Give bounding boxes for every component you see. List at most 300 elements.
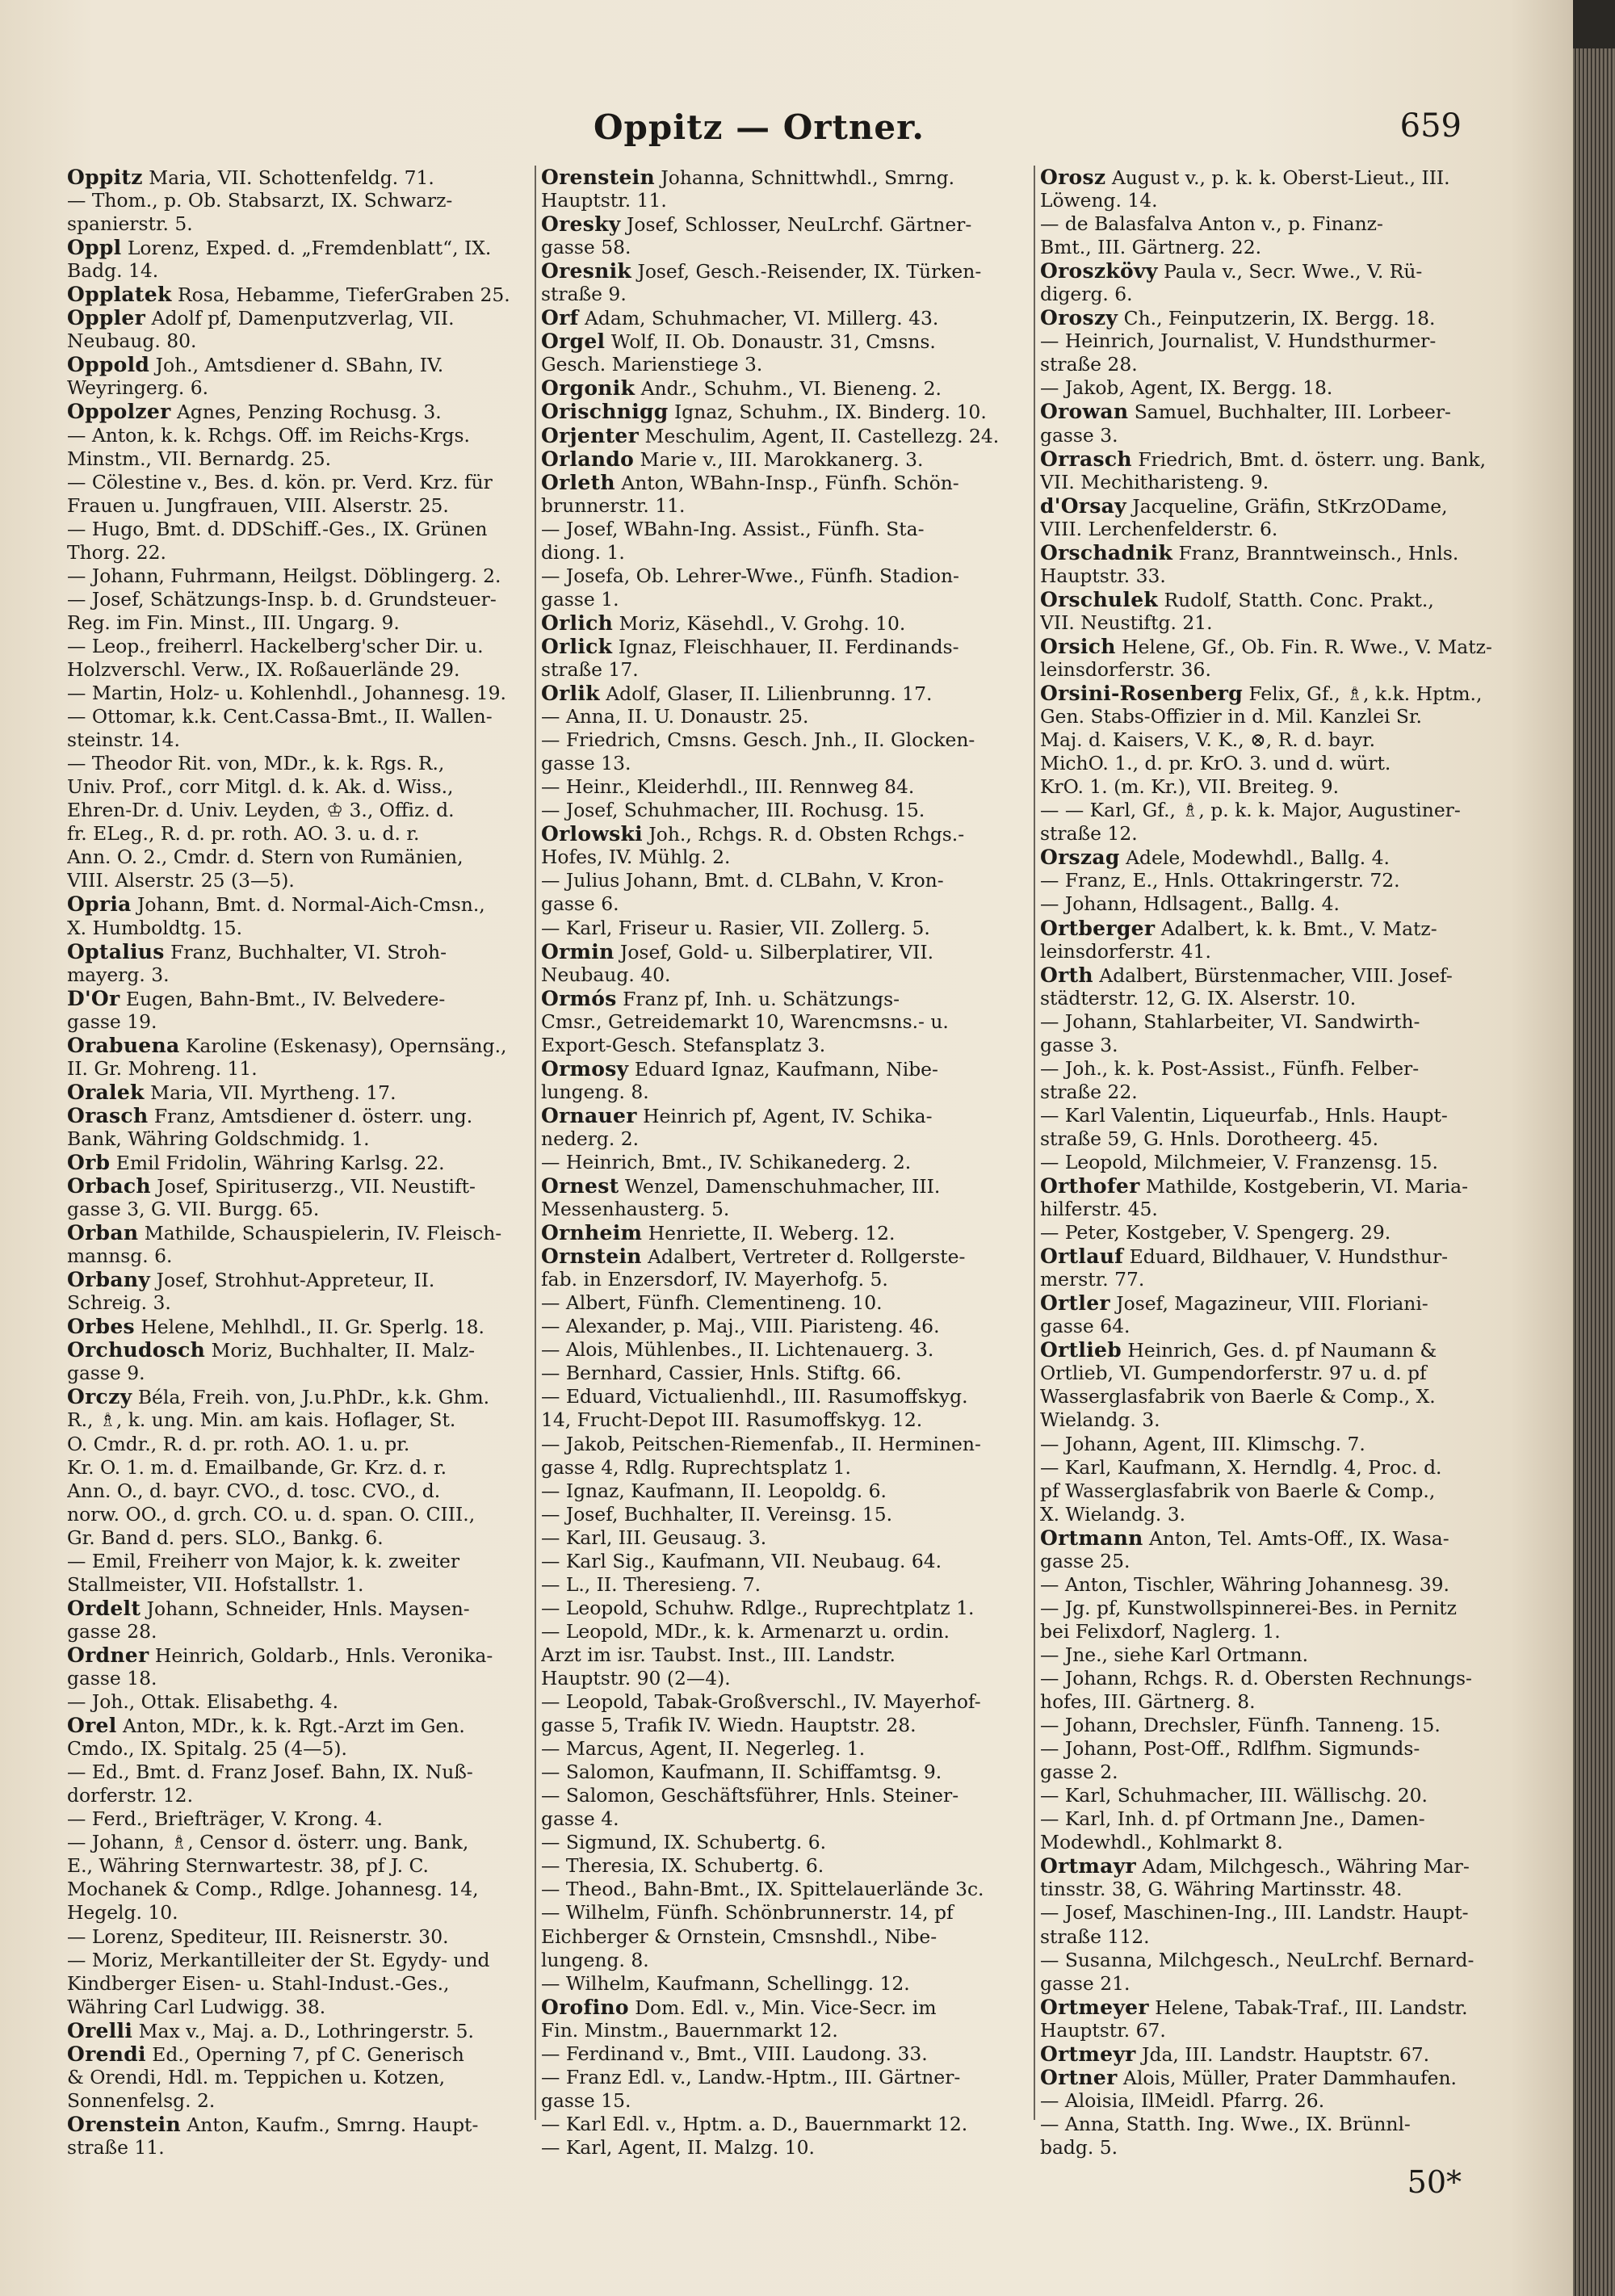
directory-line <box>541 494 1001 518</box>
entry-text: Gen. Stabs-Offizier in d. Mil. Kanzlei Sr. <box>1040 705 1422 728</box>
directory-line <box>1040 2136 1500 2160</box>
directory-line <box>1040 1949 1500 1972</box>
entry-text: — Albert, Fünfh. Clementineng. 10. <box>541 1291 883 1315</box>
entry-text: Holzverschl. Verw., IX. Roßauerlände 29. <box>67 657 460 681</box>
entry-text: gasse 1. <box>541 587 619 611</box>
entry-text: — Ottomar, k.k. Cent.Cassa-Bmt., II. Wallen- <box>67 705 493 728</box>
entry-text: — L., II. Theresieng. 7. <box>541 1572 761 1596</box>
directory-line <box>1040 236 1500 259</box>
entry-text: leinsdorferstr. 36. <box>1040 657 1211 681</box>
entry-text: — Friedrich, Cmsns. Gesch. Jnh., II. Glocken- <box>541 728 975 752</box>
entry-text: Ignaz, Fleischhauer, II. Ferdinands- <box>612 635 959 658</box>
entry-text: — Johann, Hdlsagent., Ballg. 4. <box>1040 892 1340 916</box>
entry-text: Mathilde, Schauspielerin, IV. Fleisch- <box>138 1222 502 1245</box>
entry-surname: Orth <box>1040 963 1093 987</box>
entry-text: gasse 58. <box>541 236 631 259</box>
entry-surname: Ormós <box>541 986 617 1010</box>
page-header <box>57 101 1462 157</box>
entry-surname: Orenstein <box>541 166 655 189</box>
directory-line <box>67 353 527 376</box>
directory-line <box>1040 1526 1500 1550</box>
entry-surname: Orleth <box>541 470 615 494</box>
book-page-edges <box>1573 48 1615 2296</box>
directory-line <box>67 1480 527 1503</box>
directory-line <box>67 1901 527 1925</box>
entry-text: Anton, Tel. Amts-Off., IX. Wasa- <box>1143 1526 1449 1550</box>
directory-line <box>1040 447 1500 471</box>
directory-line <box>541 963 1001 987</box>
directory-line <box>67 306 527 329</box>
entry-text: Johanna, Schnittwhdl., Smrng. <box>654 166 955 189</box>
entry-text: Joh., Amtsdiener d. SBahn, IV. <box>149 354 444 377</box>
directory-line <box>67 189 527 212</box>
directory-line <box>1040 892 1500 916</box>
directory-line <box>67 1972 527 1996</box>
entry-text: Löweng. 14. <box>1040 189 1158 212</box>
entry-text: Josef, Strohhut-Appreteur, II. <box>150 1269 435 1292</box>
directory-line <box>541 1854 1001 1878</box>
directory-line <box>67 2066 527 2089</box>
directory-line <box>541 1385 1001 1408</box>
entry-text: — Alexander, p. Maj., VIII. Piaristeng. 46. <box>541 1315 940 1338</box>
directory-line <box>67 2113 527 2136</box>
entry-text: Mochanek & Comp., Rdlge. Johannesg. 14, <box>67 1878 479 1901</box>
directory-line <box>1040 1057 1500 1081</box>
entry-text: — Emil, Freiherr von Major, k. k. zweiter <box>67 1549 460 1572</box>
directory-line <box>67 658 527 682</box>
entry-text: Samuel, Buchhalter, III. Lorbeer- <box>1128 401 1451 424</box>
entry-text: — Johann, Stahlarbeiter, VI. Sandwirth- <box>1040 1009 1420 1033</box>
directory-line <box>1040 1972 1500 1996</box>
entry-text: gasse 19. <box>67 1009 157 1033</box>
directory-line <box>67 1408 527 1432</box>
directory-column-2 <box>541 166 1001 2160</box>
entry-text: Maria, VII. Myrtheng. 17. <box>144 1081 396 1104</box>
directory-line <box>67 1081 527 1104</box>
entry-surname: Ortberger <box>1040 916 1156 940</box>
directory-line <box>541 1456 1001 1480</box>
entry-text: O. Cmdr., R. d. pr. roth. AO. 1. u. pr. <box>67 1432 410 1455</box>
directory-line <box>1040 1925 1500 1949</box>
entry-surname: Orrasch <box>1040 447 1132 471</box>
directory-line <box>1040 471 1500 494</box>
directory-line <box>541 1761 1001 1784</box>
entry-surname: Orlik <box>541 682 600 706</box>
entry-text: — Susanna, Milchgesch., NeuLrchf. Bernard- <box>1040 1948 1474 1971</box>
directory-line <box>1040 1690 1500 1714</box>
directory-line <box>1040 1503 1500 1526</box>
directory-line <box>1040 353 1500 376</box>
directory-line <box>541 1338 1001 1362</box>
entry-text: Eichberger & Ornstein, Cmsnshdl., Nibe- <box>541 1925 938 1948</box>
entry-text: Arzt im isr. Taubst. Inst., III. Landstr. <box>541 1643 896 1666</box>
directory-line <box>1040 1268 1500 1291</box>
entry-text: straße 59, G. Hnls. Dorotheerg. 45. <box>1040 1127 1379 1150</box>
directory-line <box>67 1949 527 1972</box>
directory-line <box>541 1573 1001 1597</box>
entry-text: II. Gr. Mohreng. 11. <box>67 1056 258 1080</box>
entry-text: Hauptstr. 67. <box>1040 2018 1166 2042</box>
entry-text: Josef, Magazineur, VIII. Floriani- <box>1110 1292 1428 1316</box>
entry-text: — Martin, Holz- u. Kohlenhdl., Johannesg. 19. <box>67 682 506 705</box>
entry-text: & Orendi, Hdl. m. Teppichen u. Kotzen, <box>67 2065 446 2088</box>
directory-line <box>541 1198 1001 1221</box>
directory-line <box>541 518 1001 541</box>
entry-text: — Theodor Rit. von, MDr., k. k. Rgs. R., <box>67 752 445 775</box>
entry-surname: Ornheim <box>541 1221 643 1245</box>
directory-line <box>541 259 1001 283</box>
entry-text: — Heinrich, Journalist, V. Hundsthurmer- <box>1040 329 1437 353</box>
directory-line <box>67 447 527 471</box>
entry-text: Wolf, II. Ob. Donaustr. 31, Cmsns. <box>605 330 936 354</box>
directory-line <box>541 1433 1001 1456</box>
entry-text: gasse 5, Trafik IV. Wiedn. Hauptstr. 28. <box>541 1714 917 1737</box>
directory-line <box>541 1784 1001 1807</box>
directory-line <box>67 1526 527 1550</box>
entry-text: Minstm., VII. Bernardg. 25. <box>67 447 332 470</box>
directory-line <box>67 565 527 588</box>
directory-line <box>541 799 1001 822</box>
entry-text: Franz, Amtsdiener d. österr. ung. <box>148 1104 473 1127</box>
entry-surname: Ortler <box>1040 1291 1110 1316</box>
entry-surname: Orendi <box>67 2042 146 2066</box>
entry-text: — Karl, Agent, II. Malzg. 10. <box>541 2135 815 2159</box>
entry-text: — Jakob, Peitschen-Riemenfab., II. Herminen- <box>541 1432 981 1455</box>
entry-surname: Ornest <box>541 1174 619 1198</box>
directory-line <box>1040 2113 1500 2136</box>
directory-line <box>67 822 527 846</box>
directory-line <box>67 588 527 611</box>
entry-surname: Ortmeyr <box>1040 2042 1136 2066</box>
directory-line <box>1040 1550 1500 1573</box>
directory-line <box>67 963 527 987</box>
directory-line <box>1040 329 1500 353</box>
entry-text: Anton, MDr., k. k. Rgt.-Arzt im Gen. <box>116 1715 465 1738</box>
entry-text: Neubaug. 80. <box>67 329 197 353</box>
entry-text: bei Felixdorf, Naglerg. 1. <box>1040 1619 1281 1643</box>
entry-text: Emil Fridolin, Währing Karlsg. 22. <box>110 1151 445 1174</box>
entry-text: pf Wasserglasfabrik von Baerle & Comp., <box>1040 1479 1436 1502</box>
entry-text: — Johann, Rchgs. R. d. Obersten Rechnungs- <box>1040 1667 1472 1689</box>
directory-line <box>1040 1315 1500 1338</box>
entry-text: MichO. 1., d. pr. KrO. 3. und d. würt. <box>1040 752 1391 775</box>
entry-surname: Orlando <box>541 447 635 471</box>
entry-text: Cmsr., Getreidemarkt 10, Warencmsns.- u. <box>541 1009 949 1033</box>
entry-text: Währing Carl Ludwigg. 38. <box>67 1995 326 2018</box>
entry-text: Weyringerg. 6. <box>67 376 209 400</box>
directory-line <box>541 2113 1001 2136</box>
entry-surname: Ortlauf <box>1040 1245 1124 1269</box>
directory-line <box>1040 1901 1500 1925</box>
entry-surname: Orthofer <box>1040 1174 1140 1198</box>
entry-text: Export-Gesch. Stefansplatz 3. <box>541 1033 826 1056</box>
entry-text: X. Wielandg. 3. <box>1040 1502 1186 1526</box>
entry-text: — Johann, Fuhrmann, Heilgst. Döblingerg. 2. <box>67 564 501 587</box>
entry-text: VIII. Alserstr. 25 (3—5). <box>67 869 295 892</box>
entry-text: — Karl, Kaufmann, X. Herndlg. 4, Proc. d. <box>1040 1455 1442 1479</box>
entry-text: Hauptstr. 33. <box>1040 564 1166 587</box>
entry-text: Henriette, II. Weberg. 12. <box>642 1222 896 1245</box>
entry-text: Gr. Band d. pers. SLO., Bankg. 6. <box>67 1526 384 1549</box>
entry-text: gasse 21. <box>1040 1971 1130 1995</box>
entry-surname: Orasch <box>67 1103 149 1127</box>
directory-line <box>67 2136 527 2160</box>
entry-text: — — Karl, Gf., ♗, p. k. k. Major, Augustiner- <box>1040 799 1461 822</box>
entry-text: Mathilde, Kostgeberin, VI. Maria- <box>1139 1175 1469 1198</box>
entry-surname: Orsini-Rosenberg <box>1040 682 1244 706</box>
directory-line <box>1040 1362 1500 1385</box>
entry-text: Frauen u. Jungfrauen, VIII. Alserstr. 25. <box>67 493 449 517</box>
entry-text: Johann, Schneider, Hnls. Maysen- <box>141 1597 470 1620</box>
entry-surname: Opplatek <box>67 283 172 307</box>
entry-text: Maj. d. Kaisers, V. K., ⊗, R. d. bayr. <box>1040 728 1376 752</box>
directory-line <box>1040 212 1500 236</box>
directory-line <box>1040 1854 1500 1878</box>
directory-line <box>1040 1433 1500 1456</box>
entry-surname: Ormosy <box>541 1056 629 1081</box>
entry-text: gasse 25. <box>1040 1549 1130 1572</box>
directory-line <box>67 1761 527 1784</box>
entry-text: — Franz Edl. v., Landw.-Hptm., III. Gärtner- <box>541 2065 961 2088</box>
directory-line <box>1040 1643 1500 1667</box>
directory-line <box>1040 1831 1500 1854</box>
directory-line <box>1040 283 1500 306</box>
directory-line <box>541 424 1001 447</box>
entry-text: straße 112. <box>1040 1925 1150 1948</box>
directory-line <box>541 987 1001 1010</box>
directory-line <box>541 752 1001 775</box>
entry-surname: Orlowski <box>541 822 643 846</box>
entry-text: fab. in Enzersdorf, IV. Mayerhofg. 5. <box>541 1268 888 1291</box>
entry-surname: Ornauer <box>541 1103 637 1127</box>
directory-line <box>541 2066 1001 2089</box>
entry-text: VIII. Lerchenfelderstr. 6. <box>1040 517 1278 540</box>
entry-surname: Orbany <box>67 1268 151 1292</box>
entry-surname: Oppitz <box>67 166 143 189</box>
entry-surname: Orsich <box>1040 634 1116 658</box>
entry-surname: Oppl <box>67 236 122 260</box>
directory-line <box>541 775 1001 799</box>
directory-line <box>541 1878 1001 1901</box>
directory-line <box>67 1690 527 1714</box>
directory-line <box>67 728 527 752</box>
directory-line <box>1040 588 1500 611</box>
entry-surname: Optalius <box>67 939 165 963</box>
entry-text: — Franz, E., Hnls. Ottakringerstr. 72. <box>1040 869 1400 892</box>
directory-line <box>541 869 1001 892</box>
directory-line <box>67 541 527 565</box>
entry-text: Josef, Schlosser, NeuLrchf. Gärtner- <box>620 213 972 237</box>
entry-text: gasse 28. <box>67 1619 157 1643</box>
entry-text: Messenhausterg. 5. <box>541 1198 730 1221</box>
directory-line <box>1040 189 1500 212</box>
entry-text: diong. 1. <box>541 540 625 564</box>
entry-text: — Ferd., Briefträger, V. Krong. 4. <box>67 1807 383 1831</box>
entry-surname: Oralek <box>67 1080 145 1104</box>
directory-line <box>67 1456 527 1480</box>
entry-surname: Ormin <box>541 939 615 963</box>
entry-surname: Orel <box>67 1714 117 1738</box>
entry-text: Schreig. 3. <box>67 1291 171 1315</box>
entry-surname: Orlich <box>541 611 614 635</box>
directory-line <box>1040 1010 1500 1034</box>
directory-line <box>541 1362 1001 1385</box>
directory-line <box>541 1245 1001 1268</box>
directory-line <box>541 283 1001 306</box>
directory-line <box>541 917 1001 940</box>
directory-line <box>67 1667 527 1690</box>
directory-line <box>67 376 527 400</box>
directory-line <box>67 1784 527 1807</box>
entry-text: badg. 5. <box>1040 2135 1118 2159</box>
entry-text: — Leopold, Tabak-Großverschl., IV. Mayerhof- <box>541 1690 981 1714</box>
directory-line <box>67 2042 527 2066</box>
directory-line <box>1040 259 1500 283</box>
directory-line <box>541 212 1001 236</box>
entry-text: Dom. Edl. v., Min. Vice-Secr. im <box>628 1996 937 2019</box>
directory-line <box>541 588 1001 611</box>
directory-line <box>1040 940 1500 963</box>
entry-text: — Cölestine v., Bes. d. kön. pr. Verd. Krz. für <box>67 470 493 493</box>
directory-line <box>541 1901 1001 1925</box>
entry-text: — Ignaz, Kaufmann, II. Leopoldg. 6. <box>541 1479 887 1502</box>
directory-line <box>541 2042 1001 2066</box>
entry-text: Gesch. Marienstiege 3. <box>541 353 763 376</box>
directory-line <box>541 846 1001 869</box>
entry-text: Adolf, Glaser, II. Lilienbrunng. 17. <box>599 682 933 706</box>
entry-text: — Josef, Schätzungs-Insp. b. d. Grundsteuer- <box>67 587 497 611</box>
entry-text: — Theresia, IX. Schubertg. 6. <box>541 1854 824 1878</box>
entry-text: — Anna, Statth. Ing. Wwe., IX. Brünnl- <box>1040 2112 1411 2135</box>
entry-text: — Julius Johann, Bmt. d. CLBahn, V. Kron- <box>541 869 944 892</box>
directory-line <box>1040 658 1500 682</box>
entry-surname: Orlick <box>541 634 613 658</box>
directory-line <box>67 1057 527 1081</box>
directory-line <box>67 846 527 869</box>
directory-line <box>541 353 1001 376</box>
entry-text: Bmt., III. Gärtnerg. 22. <box>1040 236 1262 259</box>
entry-text: — de Balasfalva Anton v., p. Finanz- <box>1040 212 1383 236</box>
printer-signature: 50* <box>1407 2164 1462 2200</box>
directory-line <box>541 1221 1001 1245</box>
directory-line <box>67 892 527 916</box>
directory-line <box>67 494 527 518</box>
directory-line <box>541 189 1001 212</box>
entry-text: gasse 4. <box>541 1807 619 1831</box>
entry-surname: Opria <box>67 892 132 917</box>
directory-line <box>67 1198 527 1221</box>
entry-text: — Leopold, MDr., k. k. Armenarzt u. ordin. <box>541 1619 950 1643</box>
directory-line <box>67 917 527 940</box>
entry-text: gasse 2. <box>1040 1761 1118 1784</box>
directory-line <box>67 1338 527 1362</box>
directory-line <box>541 541 1001 565</box>
column-rule <box>535 166 536 2120</box>
entry-text: — Peter, Kostgeber, V. Spengerg. 29. <box>1040 1221 1391 1245</box>
entry-text: Adalbert, Bürstenmacher, VIII. Josef- <box>1093 963 1453 987</box>
entry-text: Paula v., Secr. Wwe., V. Rü- <box>1157 260 1423 283</box>
entry-text: — Leopold, Milchmeier, V. Franzensg. 15. <box>1040 1150 1438 1173</box>
directory-line <box>541 1480 1001 1503</box>
entry-text: — Wilhelm, Kaufmann, Schellingg. 12. <box>541 1971 910 1995</box>
entry-surname: Orszag <box>1040 846 1120 870</box>
directory-line <box>67 2019 527 2042</box>
directory-line <box>67 940 527 963</box>
entry-text: Stallmeister, VII. Hofstallstr. 1. <box>67 1572 364 1596</box>
entry-text: Modewhdl., Kohlmarkt 8. <box>1040 1831 1283 1854</box>
entry-text: Anton, WBahn-Insp., Fünfh. Schön- <box>615 471 959 494</box>
directory-line <box>541 1526 1001 1550</box>
entry-surname: Orischnigg <box>541 400 669 424</box>
entry-text: — Johann, Drechsler, Fünfh. Tanneng. 15. <box>1040 1714 1441 1737</box>
entry-text: norw. OO., d. grch. CO. u. d. span. O. CIII., <box>67 1502 476 1526</box>
entry-text: gasse 6. <box>541 892 619 916</box>
entry-text: lungeng. 8. <box>541 1948 649 1971</box>
entry-text: — Josef, Buchhalter, II. Vereinsg. 15. <box>541 1502 893 1526</box>
entry-text: — Wilhelm, Fünfh. Schönbrunnerstr. 14, pf <box>541 1901 954 1925</box>
column-rule <box>1034 166 1035 2120</box>
directory-line <box>1040 2089 1500 2113</box>
entry-text: Jacqueline, Gräfin, StKrzODame, <box>1126 494 1448 518</box>
entry-text: merstr. 77. <box>1040 1268 1145 1291</box>
directory-line <box>1040 775 1500 799</box>
directory-line <box>541 1127 1001 1151</box>
directory-line <box>541 682 1001 705</box>
directory-line <box>67 1245 527 1268</box>
directory-line <box>541 1291 1001 1315</box>
entry-surname: Oresky <box>541 212 621 237</box>
entry-text: — Bernhard, Cassier, Hnls. Stiftg. 66. <box>541 1362 902 1385</box>
directory-line <box>541 1996 1001 2019</box>
page-number: 659 <box>1399 107 1462 145</box>
directory-line <box>1040 1104 1500 1127</box>
entry-surname: Ortner <box>1040 2065 1118 2089</box>
entry-text: Kr. O. 1. m. d. Emailbande, Gr. Krz. d. r. <box>67 1455 447 1479</box>
entry-text: Sonnenfelsg. 2. <box>67 2088 216 2112</box>
entry-text: Ortlieb, VI. Gumpendorferstr. 97 u. d. pf <box>1040 1362 1427 1385</box>
entry-text: — Leopold, Schuhw. Rdlge., Ruprechtplatz 1. <box>541 1596 975 1619</box>
entry-text: — Marcus, Agent, II. Negerleg. 1. <box>541 1737 866 1761</box>
directory-line <box>67 987 527 1010</box>
directory-line <box>541 822 1001 846</box>
directory-line <box>541 400 1001 423</box>
directory-line <box>67 752 527 775</box>
directory-line <box>541 728 1001 752</box>
entry-text: Wielandg. 3. <box>1040 1408 1160 1432</box>
directory-line <box>67 1620 527 1643</box>
entry-text: — Jg. pf, Kunstwollspinnerei-Bes. in Pernitz <box>1040 1596 1457 1619</box>
directory-line <box>541 1714 1001 1737</box>
directory-line <box>67 1291 527 1315</box>
entry-text: — Alois, Mühlenbes., II. Lichtenauerg. 3. <box>541 1338 934 1362</box>
entry-text: — Anton, Tischler, Währing Johannesg. 39. <box>1040 1572 1449 1596</box>
directory-line <box>67 1878 527 1901</box>
directory-line <box>67 1433 527 1456</box>
entry-surname: Oresnik <box>541 259 632 283</box>
entry-text: Ann. O. 2., Cmdr. d. Stern von Rumänien, <box>67 846 464 869</box>
entry-surname: Orenstein <box>67 2112 181 2136</box>
entry-text: steinstr. 14. <box>67 728 180 752</box>
entry-text: gasse 9. <box>67 1362 145 1385</box>
directory-line <box>541 1690 1001 1714</box>
directory-line <box>1040 869 1500 892</box>
directory-line <box>1040 166 1500 189</box>
directory-line <box>541 166 1001 189</box>
directory-line <box>1040 1573 1500 1597</box>
directory-line <box>67 1807 527 1831</box>
entry-surname: Orchudosch <box>67 1338 206 1362</box>
entry-text: Univ. Prof., corr Mitgl. d. k. Ak. d. Wiss., <box>67 775 454 799</box>
